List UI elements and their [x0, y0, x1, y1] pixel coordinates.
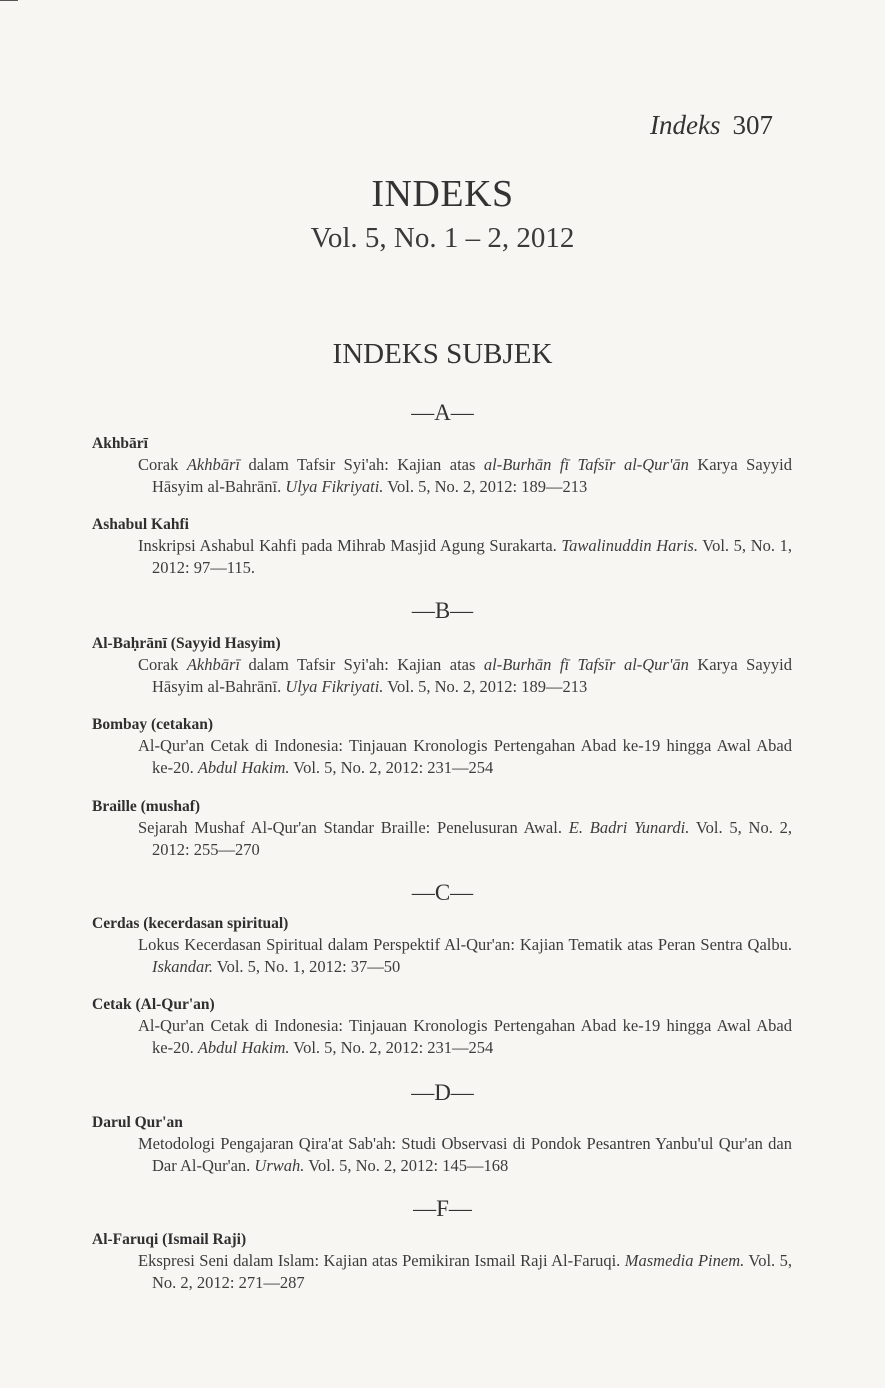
entry-reference: Corak Akhbārī dalam Tafsir Syi'ah: Kajian atas al-Burhān fī Tafsīr al-Qur'ān Karya Sayyid Hāsyim al-Bahrānī. Ulya Fikriyati. Vol. 5, No. 2, 2012: 189—213 [138, 655, 792, 696]
entry-author: Iskandar. [152, 957, 213, 976]
index-entry-braille [92, 797, 792, 861]
index-entry-darul-quran [92, 1113, 792, 1177]
entry-author: Urwah. [254, 1156, 305, 1175]
index-entry-al-bahrani [92, 634, 792, 698]
entry-term: Al-Faruqi (Ismail Raji) [92, 1231, 247, 1248]
entry-term: Darul Qur'an [92, 1114, 183, 1131]
entry-reference: Lokus Kecerdasan Spiritual dalam Perspektif Al-Qur'an: Kajian Tematik atas Peran Sentra Qalbu. Iskandar. Vol. 5, No. 1, 2012: 37—50 [138, 935, 792, 976]
letter-divider-d: —D— [411, 1080, 474, 1105]
entry-author: Abdul Hakim. [197, 1038, 290, 1057]
entry-author: E. Badri Yunardi. [568, 818, 690, 837]
entry-author: Ulya Fikriyati. [285, 677, 384, 696]
entry-reference: Sejarah Mushaf Al-Qur'an Standar Braille: Penelusuran Awal. E. Badri Yunardi. Vol. 5, No. 2, 2012: 255—270 [138, 818, 793, 859]
letter-divider-f: —F— [413, 1196, 472, 1221]
entry-term: Al-Baḥrānī (Sayyid Hasyim) [92, 635, 281, 652]
entry-reference: Ekspresi Seni dalam Islam: Kajian atas Pemikiran Ismail Raji Al-Faruqi. Masmedia Pinem. Vol. 5, No. 2, 2012: 271—287 [138, 1251, 792, 1292]
index-entry-akhbari [92, 434, 792, 498]
running-header-title: Indeks [650, 110, 721, 140]
entry-term: Akhbārī [92, 435, 148, 452]
index-entry-ashabul-kahfi [92, 515, 792, 579]
volume-subtitle: Vol. 5, No. 1 – 2, 2012 [310, 222, 575, 254]
entry-term: Cetak (Al-Qur'an) [92, 996, 215, 1013]
entry-term: Cerdas (kecerdasan spiritual) [92, 915, 289, 932]
letter-divider-b: —B— [411, 598, 474, 623]
entry-term: Ashabul Kahfi [92, 516, 189, 533]
entry-reference: Al-Qur'an Cetak di Indonesia: Tinjauan Kronologis Pertengahan Abad ke-19 hingga Awal Abad ke-20. Abdul Hakim. Vol. 5, No. 2, 2012: 231—254 [138, 1016, 792, 1057]
entry-term: Bombay (cetakan) [92, 716, 213, 733]
entry-term: Braille (mushaf) [92, 798, 201, 815]
index-entry-cerdas [92, 914, 792, 978]
index-entry-cetak [92, 995, 792, 1059]
page-title: INDEKS [371, 173, 514, 215]
entry-author: Masmedia Pinem. [624, 1251, 745, 1270]
entry-author: Abdul Hakim. [197, 758, 290, 777]
index-entry-al-faruqi [92, 1230, 792, 1294]
running-header [650, 110, 773, 141]
entry-reference: Metodologi Pengajaran Qira'at Sab'ah: Studi Observasi di Pondok Pesantren Yanbu'ul Qur'an dan Dar Al-Qur'an. Urwah. Vol. 5, No. 2, 2012: 145—168 [138, 1134, 792, 1175]
page-number: 307 [732, 110, 773, 140]
entry-reference: Corak Akhbārī dalam Tafsir Syi'ah: Kajian atas al-Burhān fī Tafsīr al-Qur'ān Karya Sayyid Hāsyim al-Bahrānī. Ulya Fikriyati. Vol. 5, No. 2, 2012: 189—213 [138, 455, 792, 496]
index-entry-bombay [92, 715, 792, 779]
letter-divider-a: —A— [411, 400, 474, 425]
entry-reference: Inskripsi Ashabul Kahfi pada Mihrab Masjid Agung Surakarta. Tawalinuddin Haris. Vol. 5, No. 1, 2012: 97—115. [138, 536, 792, 577]
section-heading: INDEKS SUBJEK [332, 338, 553, 370]
scan-edge-mark [0, 0, 18, 1]
entry-author: Tawalinuddin Haris. [561, 536, 698, 555]
letter-divider-c: —C— [411, 880, 474, 905]
entry-reference: Al-Qur'an Cetak di Indonesia: Tinjauan Kronologis Pertengahan Abad ke-19 hingga Awal Abad ke-20. Abdul Hakim. Vol. 5, No. 2, 2012: 231—254 [138, 736, 792, 777]
entry-author: Ulya Fikriyati. [285, 477, 384, 496]
